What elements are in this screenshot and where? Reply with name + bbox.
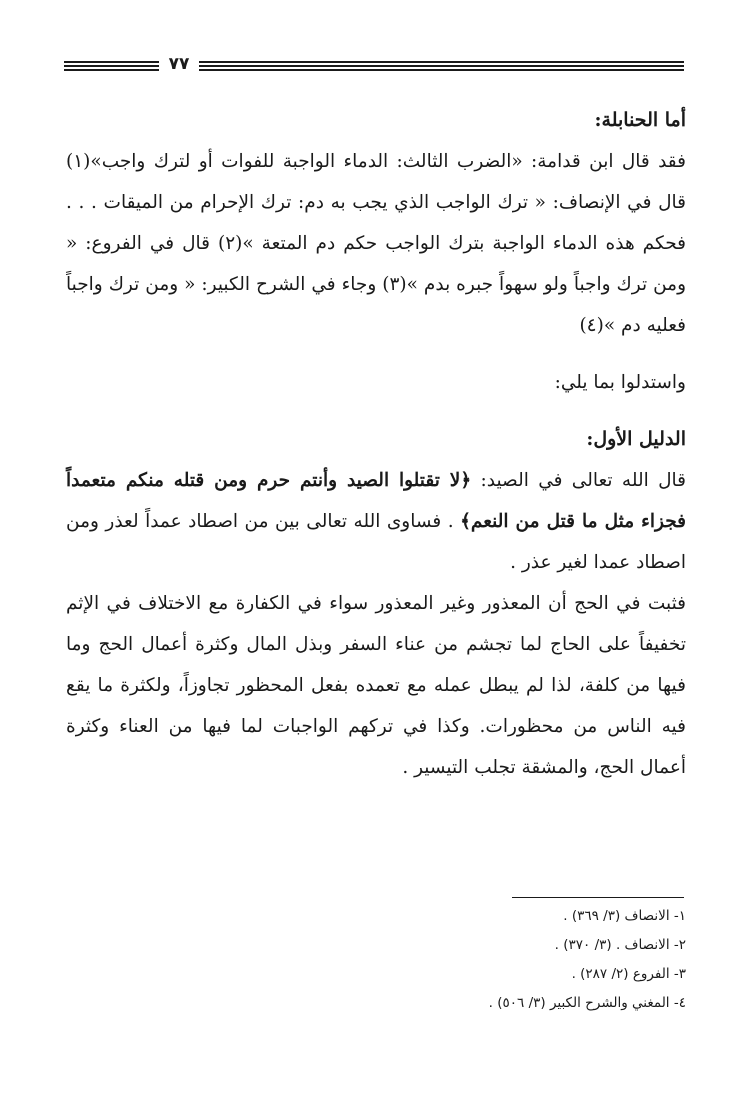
footnotes	[300, 902, 686, 1018]
verse-commentary: . فساوى الله تعالى بين من اصطاد عمداً لعذر ومن اصطاد عمدا لغير عذر .	[66, 511, 686, 573]
footnote-3: ٣- الفروع (٢/ ٢٨٧) .	[571, 966, 686, 982]
hanabila-paragraph: فقد قال ابن قدامة: «الضرب الثالث: الدماء الواجبة للفوات أو لترك واجب»(١) قال في الإنصاف: « ترك الواجب الذي يجب به دم: ترك الإحرام من الميقات . . . فحكم هذه الدماء الواجبة بترك الواجب حكم دم المتعة »(٢) قال في الفروع: « ومن ترك واجباً ولو سهواً جبره بدم »(٣) وجاء في الشرح الكبير: « ومن ترك واجباً فعليه دم »(٤)	[66, 151, 686, 336]
footnote-1: ١- الانصاف (٣/ ٣٦٩) .	[563, 908, 686, 924]
evidence-intro: واستدلوا بما يلي:	[554, 372, 686, 393]
page-body	[66, 100, 686, 788]
section-heading-hanabila: أما الحنابلة:	[594, 109, 686, 131]
footnote-2: ٢- الانصاف . (٣/ ٣٧٠) .	[554, 937, 686, 953]
conclusion-paragraph: فثبت في الحج أن المعذور وغير المعذور سواء في الكفارة مع الاختلاف في الإثم تخفيفاً على الحاج لما تجشم من عناء السفر وبذل المال وكثرة أعمال الحج وما فيها من كلفة، لذا لم يبطل عمله مع تعمده بفعل المحظور تجاوزاً، ولكثرة ما يقع فيه الناس من محظورات. وكذا في تركهم الواجبات لما فيها من العناء وكثرة أعمال الحج، والمشقة تجلب التيسير .	[66, 593, 686, 778]
footnote-separator	[512, 897, 684, 898]
first-evidence-paragraph	[66, 460, 686, 583]
page-number: ٧٧	[168, 54, 190, 74]
section-heading-first-evidence: الدليل الأول:	[586, 428, 686, 450]
page-header	[64, 56, 684, 78]
footnote-4: ٤- المغني والشرح الكبير (٣/ ٥٠٦) .	[488, 995, 686, 1011]
verse-intro: قال الله تعالى في الصيد:	[480, 470, 686, 491]
header-rule-left	[64, 61, 159, 73]
header-rule-right	[199, 61, 684, 73]
quran-verse: ﴿لا تقتلوا الصيد وأنتم حرم ومن قتله منكم متعمداً فجزاء مثل ما قتل من النعم﴾	[66, 470, 686, 532]
